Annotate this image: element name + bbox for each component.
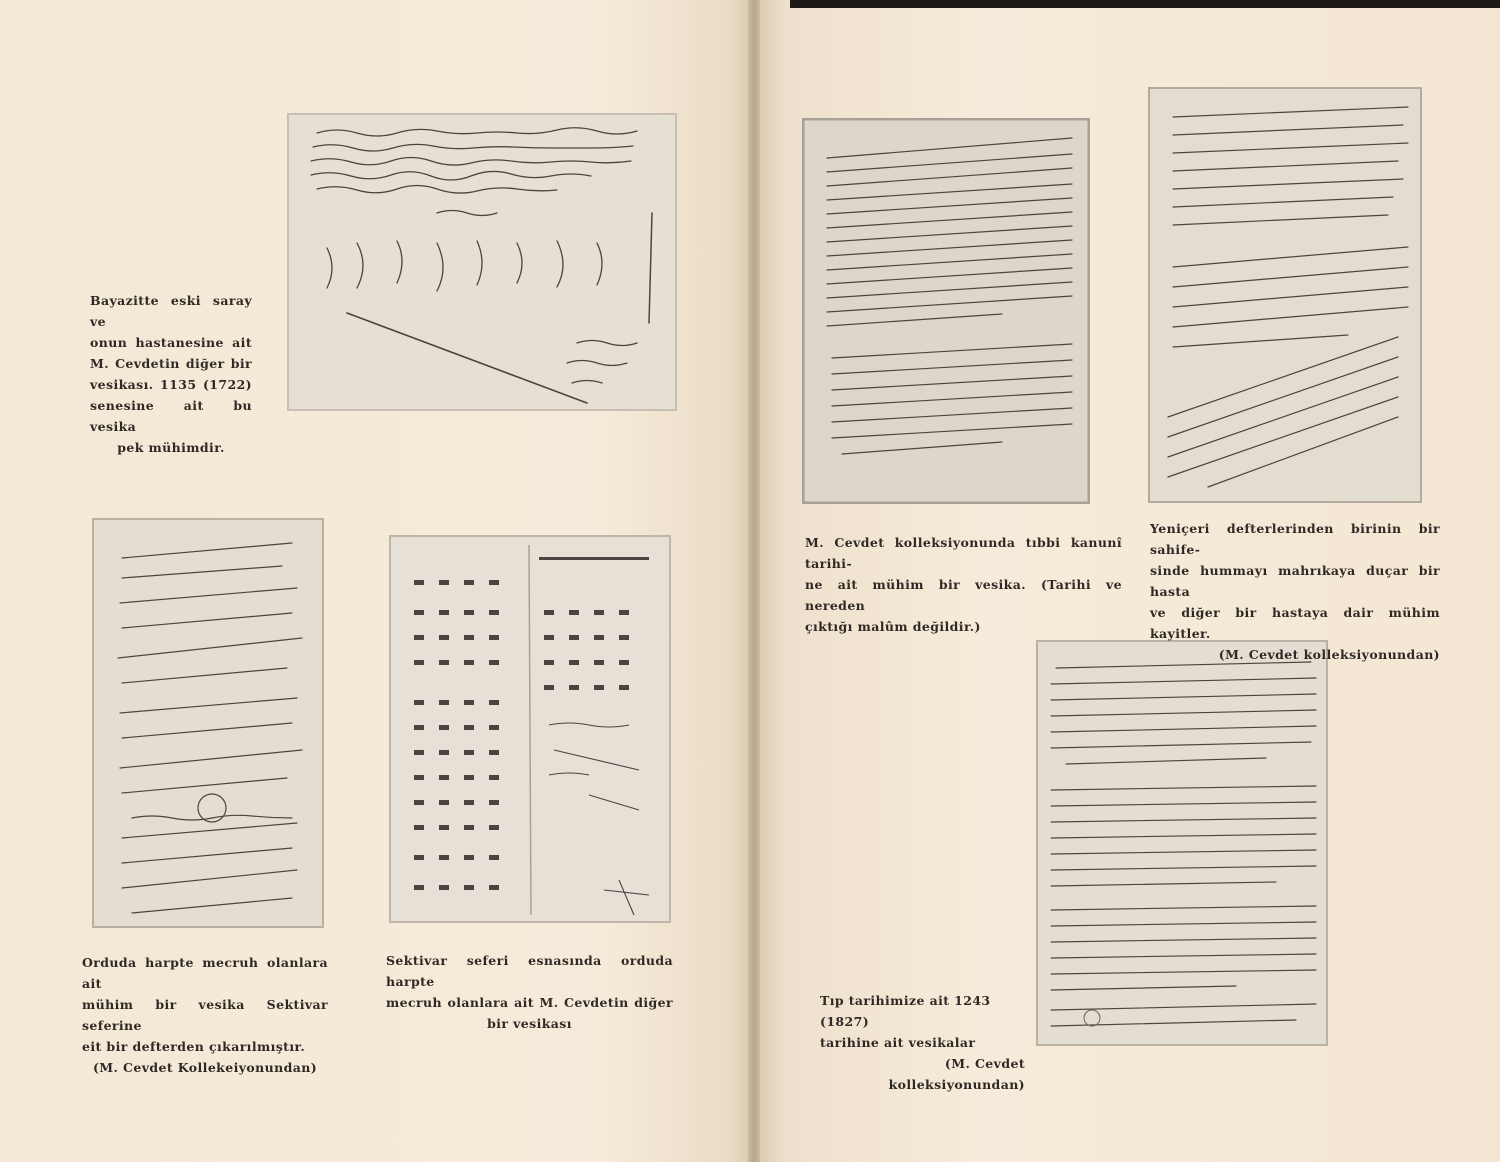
caption-line: eit bir defterden çıkarılmıştır.	[82, 1039, 306, 1054]
photo-document-janissary	[1148, 87, 1422, 503]
caption-line: M. Cevdetin diğer bir	[90, 356, 252, 371]
caption-line: Orduda harpte mecruh olanlara ait	[82, 955, 328, 991]
caption-line: (M. Cevdet Kollekeiyonundan)	[92, 1060, 318, 1075]
caption-line: ve diğer bir hastaya dair mühim kayitler.	[1150, 605, 1440, 641]
document-image	[802, 118, 1090, 504]
caption-line: (M. Cevdet kolleksiyonundan)	[888, 1056, 1025, 1092]
caption-bayazit	[90, 290, 252, 458]
caption-line: Tıp tarihimize ait 1243 (1827)	[820, 993, 991, 1029]
photo-document-sektivar-register	[389, 535, 671, 923]
caption-line: sinde hummayı mahrıkaya duçar bir hasta	[1150, 563, 1440, 599]
caption-1827	[820, 990, 1025, 1095]
caption-line: M. Cevdet kolleksiyonunda tıbbi kanunî tarihi-	[805, 535, 1122, 571]
caption-line: çıktığı malûm değildir.)	[805, 619, 981, 634]
caption-line: Yeniçeri defterlerinden birinin bir sahife-	[1150, 521, 1440, 557]
document-image	[1148, 87, 1422, 503]
caption-line: tarihine ait vesikalar	[820, 1035, 976, 1050]
caption-line: mecruh olanlara ait M. Cevdetin diğer	[386, 995, 673, 1010]
caption-line: pek mühimdir.	[117, 440, 225, 455]
caption-line: (M. Cevdet kolleksiyonundan)	[1218, 647, 1440, 662]
caption-line: bir vesikası	[487, 1016, 572, 1031]
photo-document-bayazit	[287, 113, 677, 411]
caption-line: vesikası. 1135 (1722)	[90, 377, 252, 392]
photo-document-medical-law	[802, 118, 1090, 504]
document-image	[1036, 640, 1328, 1046]
caption-medical-law	[805, 532, 1122, 637]
caption-janissary	[1150, 518, 1440, 665]
caption-sektivar-book	[82, 952, 328, 1078]
document-image	[92, 518, 324, 928]
book-gutter	[748, 0, 760, 1162]
caption-line: senesine ait bu vesika	[90, 398, 252, 434]
document-image	[389, 535, 671, 923]
photo-document-1827	[1036, 640, 1328, 1046]
caption-line: mühim bir vesika Sektivar seferine	[82, 997, 328, 1033]
caption-line: onun hastanesine ait	[90, 335, 252, 350]
caption-line: ne ait mühim bir vesika. (Tarihi ve nereden	[805, 577, 1122, 613]
caption-sektivar-register	[386, 950, 673, 1034]
photo-document-sektivar-book	[92, 518, 324, 928]
caption-line: Sektivar seferi esnasında orduda harpte	[386, 953, 673, 989]
scan-edge	[790, 0, 1500, 8]
caption-line: Bayazitte eski saray ve	[90, 293, 252, 329]
document-image	[287, 113, 677, 411]
